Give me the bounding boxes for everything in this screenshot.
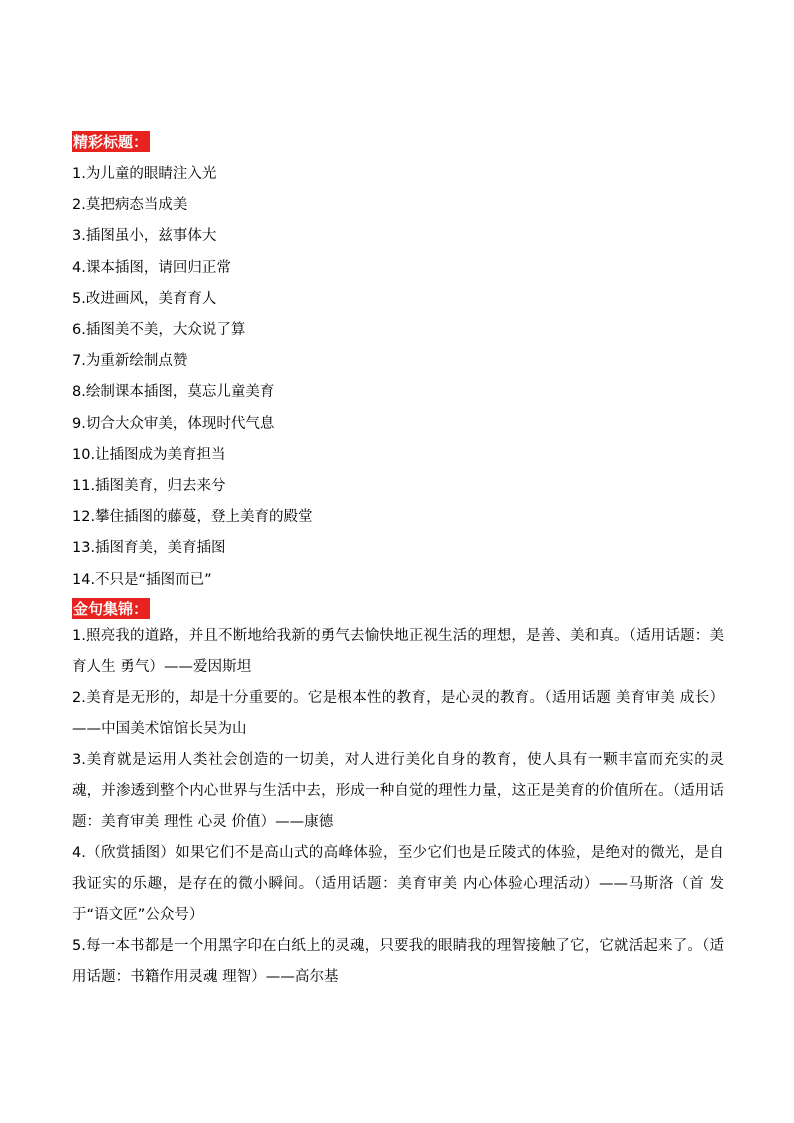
quotes-list [72, 621, 724, 993]
quote-item: 3.美育就是运用人类社会创造的一切美，对人进行美化自身的教育，使人具有一颗丰富而充实的灵魂，并渗透到整个内心世界与生活中去，形成一种自觉的理性力量，这正是美育的价值所在。（适用话题：美育审美 理性 心灵 价值）——康德 [72, 751, 724, 830]
list-item: 9.切合大众审美，体现时代气息 [72, 415, 275, 432]
quote-item: 2.美育是无形的，却是十分重要的。它是根本性的教育，是心灵的教育。（适用话题 美育审美 成长）——中国美术馆馆长吴为山 [72, 689, 724, 737]
list-item: 7.为重新绘制点赞 [72, 353, 188, 370]
titles-list [72, 159, 724, 596]
list-item: 3.插图虽小，兹事体大 [72, 228, 217, 245]
quote-item: 5.每一本书都是一个用黑字印在白纸上的灵魂，只要我的眼睛我的理智接触了它，它就活起来了。（适用话题：书籍作用灵魂 理智）——高尔基 [72, 937, 724, 985]
list-item: 12.攀住插图的藤蔓，登上美育的殿堂 [72, 509, 313, 526]
quote-item: 1.照亮我的道路，并且不断地给我新的勇气去愉快地正视生活的理想，是善、美和真。（适用话题：美育人生 勇气）——爱因斯坦 [72, 627, 724, 675]
list-item: 11.插图美育，归去来兮 [72, 478, 226, 495]
list-item: 4.课本插图，请回归正常 [72, 259, 231, 276]
list-item: 2.莫把病态当成美 [72, 197, 188, 214]
section-heading-titles: 精彩标题： [73, 133, 149, 151]
list-item: 6.插图美不美，大众说了算 [72, 322, 246, 339]
list-item: 5.改进画风，美育育人 [72, 290, 217, 307]
quote-item: 4.（欣赏插图）如果它们不是高山式的高峰体验，至少它们也是丘陵式的体验，是绝对的微光，是自我证实的乐趣，是存在的微小瞬间。（适用话题：美育审美 内心体验心理活动）——马斯洛（首 发于“语文匠”公众号） [72, 844, 724, 923]
section-heading-quotes: 金句集锦： [73, 599, 149, 618]
list-item: 8.绘制课本插图，莫忘儿童美育 [72, 384, 275, 401]
list-item: 1.为儿童的眼睛注入光 [72, 166, 217, 182]
list-item: 10.让插图成为美育担当 [72, 446, 226, 463]
list-item: 13.插图育美，美育插图 [72, 540, 226, 557]
document-body [72, 131, 724, 993]
list-item: 14.不只是“插图而已” [72, 571, 212, 588]
